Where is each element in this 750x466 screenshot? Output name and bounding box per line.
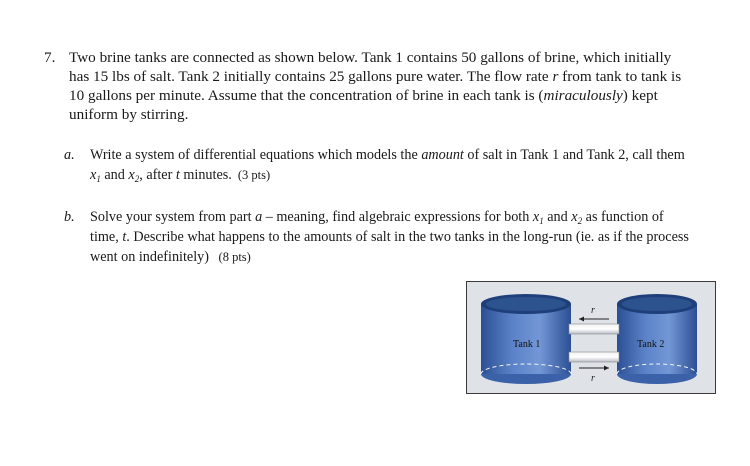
part-a-text-4: minutes. bbox=[183, 167, 232, 183]
part-b-label: b. bbox=[64, 209, 75, 225]
part-b-x1: $x_1$ bbox=[532, 209, 544, 226]
flow-arrow-top bbox=[579, 317, 609, 322]
part-b-text-2: – meaning, find algebraic expressions for both bbox=[265, 209, 530, 225]
stem-text-3: ) kept uniform by stirring. bbox=[69, 87, 658, 123]
part-a-label: a. bbox=[64, 147, 75, 163]
tank-diagram-svg bbox=[467, 282, 715, 393]
part-b-text-4: . Describe what happens to the amounts of salt in the two tanks in the long-run (ie. as if the process went on indefinitely) bbox=[90, 229, 689, 265]
part-b-x2: $x_2$ bbox=[571, 209, 583, 226]
flow-label-bottom: r bbox=[591, 373, 595, 384]
stem-text-1: Two brine tanks are connected as shown below. Tank 1 contains 50 gallons of brine, which initially has 15 lbs of salt. Tank 2 initially contains 25 gallons pure water. The flow rate bbox=[69, 49, 672, 85]
part-a-and: and bbox=[104, 167, 125, 183]
part-a bbox=[64, 145, 694, 185]
part-a-x1: $x_1$ bbox=[90, 167, 101, 184]
stem-r: r bbox=[552, 68, 559, 85]
stem-text-2: from tank to tank is 10 gallons per minute. Assume that the concentration of brine in each tank is ( bbox=[69, 68, 682, 104]
problem-number: 7. bbox=[44, 49, 56, 66]
part-b-text-3: as function of time, bbox=[90, 209, 664, 245]
stem-miraculously: miraculously bbox=[543, 87, 623, 104]
problem-stem bbox=[69, 48, 694, 124]
part-b-and: and bbox=[547, 209, 568, 225]
part-b-body bbox=[90, 207, 694, 267]
flow-arrow-bottom bbox=[579, 366, 609, 371]
part-a-points: (3 pts) bbox=[237, 168, 271, 182]
tank-diagram bbox=[466, 281, 716, 394]
part-b-a: a bbox=[255, 209, 263, 225]
part-a-text-3: , after bbox=[139, 167, 173, 183]
part-a-body bbox=[90, 145, 694, 185]
part-a-text-2: of salt in Tank 1 and Tank 2, call them bbox=[467, 147, 685, 163]
part-b bbox=[64, 207, 694, 267]
tank-1-label: Tank 1 bbox=[513, 339, 541, 350]
part-b-t: t bbox=[122, 229, 127, 245]
part-b-points: (8 pts) bbox=[218, 250, 251, 264]
part-a-text-1: Write a system of differential equations which models the bbox=[90, 147, 418, 163]
problem-7 bbox=[44, 48, 694, 124]
part-a-t: t bbox=[175, 167, 180, 183]
part-a-amount: amount bbox=[421, 147, 464, 163]
connecting-pipes bbox=[569, 324, 619, 362]
flow-label-top: r bbox=[591, 305, 595, 316]
part-a-x2: $x_2$ bbox=[128, 167, 140, 184]
part-b-text-1: Solve your system from part bbox=[90, 209, 252, 225]
tank-2-label: Tank 2 bbox=[637, 339, 665, 350]
